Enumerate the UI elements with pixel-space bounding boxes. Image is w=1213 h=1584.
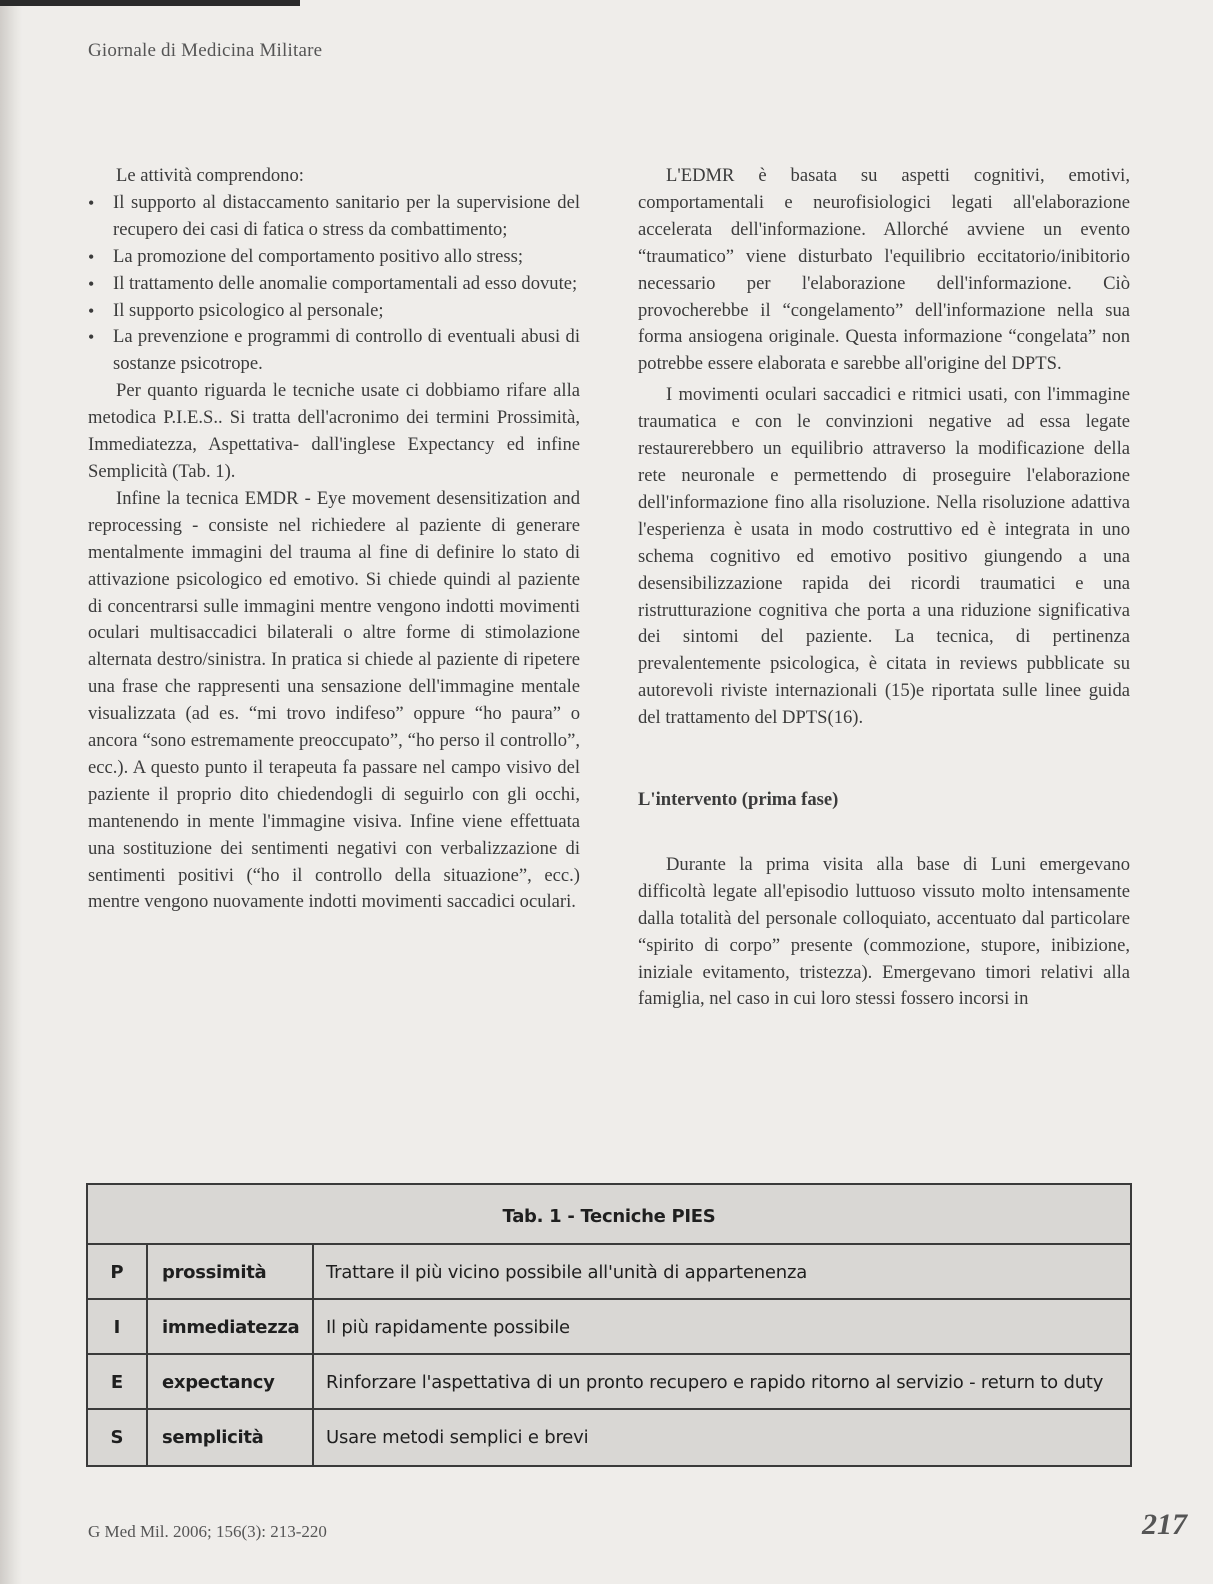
row-letter: P [88, 1245, 148, 1298]
table-row [88, 1300, 1130, 1355]
paragraph-intervention: Durante la prima visita alla base di Luni emergevano difficoltà legate all'episodio luttuoso vissuto molto intensamente dalla totalità del personale colloquiato, accentuato dal particolare “spirito di corpo” presente (commozione, stupore, inibizione, iniziale evitamento, tristezza). Emergevano timori relativi alla famiglia, nel caso in cui loro stessi fossero incorsi in [638, 853, 1130, 1010]
activities-list [88, 190, 580, 378]
table-row [88, 1245, 1130, 1300]
right-column [638, 163, 1130, 1013]
footer-citation: G Med Mil. 2006; 156(3): 213-220 [88, 1522, 327, 1541]
table-title: Tab. 1 - Tecniche PIES [88, 1185, 1130, 1245]
list-item: • Il trattamento delle anomalie comportamentali ad esso dovute; [88, 271, 580, 298]
row-description: Rinforzare l'aspettativa di un pronto recupero e rapido ritorno al servizio - return to duty [326, 1372, 1104, 1393]
paragraph-pies: Per quanto riguarda le tecniche usate ci dobbiamo rifare alla metodica P.I.E.S.. Si tratta dell'acronimo dei termini Prossimità, Immediatezza, Aspettativa- dall'inglese Expectancy ed infine Semplicità (Tab. 1). [88, 380, 580, 482]
row-description: Trattare il più vicino possibile all'unità di appartenenza [326, 1262, 808, 1283]
top-edge-bar [0, 0, 300, 6]
row-term: semplicità [148, 1410, 314, 1465]
section-heading: L'intervento (prima fase) [638, 789, 839, 811]
paragraph-saccadic: I movimenti oculari saccadici e ritmici usati, con l'immagine traumatica e con le convinzioni negative ad essa legate restaurerebbero un equilibrio attraverso la modificazione della rete neuronale e permettendo di proseguire l'elaborazione dell'informazione fino alla risoluzione. Nella risoluzione adattiva l'esperienza è usata in modo costruttivo ed è integrata in uno schema cognitivo ed emotivo positivo giungendo a una desensibilizzazione rapida dei ricordi traumatici e una ristrutturazione cognitiva che porta a una riduzione significativa dei sintomi del paziente. La tecnica, di pertinenza prevalentemente psicologica, è citata in reviews pubblicate su autorevoli riviste internazionali (15)e riportata sulle linee guida del trattamento del DPTS(16). [638, 384, 1130, 729]
row-letter: E [88, 1355, 148, 1408]
list-intro: Le attività comprendono: [116, 165, 304, 186]
running-head: Giornale di Medicina Militare [88, 40, 323, 61]
left-column [88, 163, 580, 916]
list-item: • La promozione del comportamento positivo allo stress; [88, 244, 580, 271]
page-number: 217 [1142, 1508, 1187, 1541]
table-row [88, 1410, 1130, 1465]
row-term: immediatezza [148, 1300, 314, 1353]
row-term: prossimità [148, 1245, 314, 1298]
list-item: • Il supporto psicologico al personale; [88, 298, 580, 325]
list-item: • Il supporto al distaccamento sanitario per la supervisione del recupero dei casi di fatica o stress da combattimento; [88, 190, 580, 244]
page-spine-shadow [0, 0, 22, 1584]
row-term: expectancy [148, 1355, 314, 1408]
pies-table [86, 1183, 1132, 1467]
table-row [88, 1355, 1130, 1410]
paragraph-emdr: Infine la tecnica EMDR - Eye movement desensitization and reprocessing - consiste nel richiedere al paziente di generare mentalmente immagini del trauma al fine di definire lo stato di attivazione psicologico ed emotivo. Si chiede quindi al paziente di concentrarsi sulle immagini mentre vengono indotti movimenti oculari multisaccadici bilaterali o altre forme di stimolazione alternata destro/sinistra. In pratica si chiede al paziente di ripetere una frase che rappresenti una sensazione dell'immagine mentale visualizzata (ad es. “mi trovo indifeso” oppure “ho paura” o ancora “sono estremamente preoccupato”, “ho perso il controllo”, ecc.). A questo punto il terapeuta fa passare nel campo visivo del paziente il proprio dito chiedendogli di seguirlo con gli occhi, mantenendo in mente l'immagine visiva. Infine viene effettuata una sostituzione dei sentimenti negativi con verbalizzazione di sentimenti positivi (“ho il controllo della situazione”, ecc.) mentre vengono nuovamente indotti movimenti saccadici oculari. [88, 487, 580, 913]
row-letter: I [88, 1300, 148, 1353]
list-item: • La prevenzione e programmi di controllo di eventuali abusi di sostanze psicotrope. [88, 324, 580, 378]
row-description: Il più rapidamente possibile [326, 1317, 570, 1338]
row-letter: S [88, 1410, 148, 1465]
paragraph-edmr: L'EDMR è basata su aspetti cognitivi, emotivi, comportamentali e neurofisiologici legati all'elaborazione accelerata dell'informazione. Allorché avviene un evento “traumatico” viene disturbato l'equilibrio eccitatorio/inibitorio necessario per l'elaborazione dell'informazione. Ciò provocherebbe il “congelamento” dell'informazione nella sua forma ansiogena originale. Questa informazione “congelata” non potrebbe essere elaborata e sarebbe all'origine del DPTS. [638, 165, 1130, 375]
row-description: Usare metodi semplici e brevi [326, 1427, 589, 1448]
